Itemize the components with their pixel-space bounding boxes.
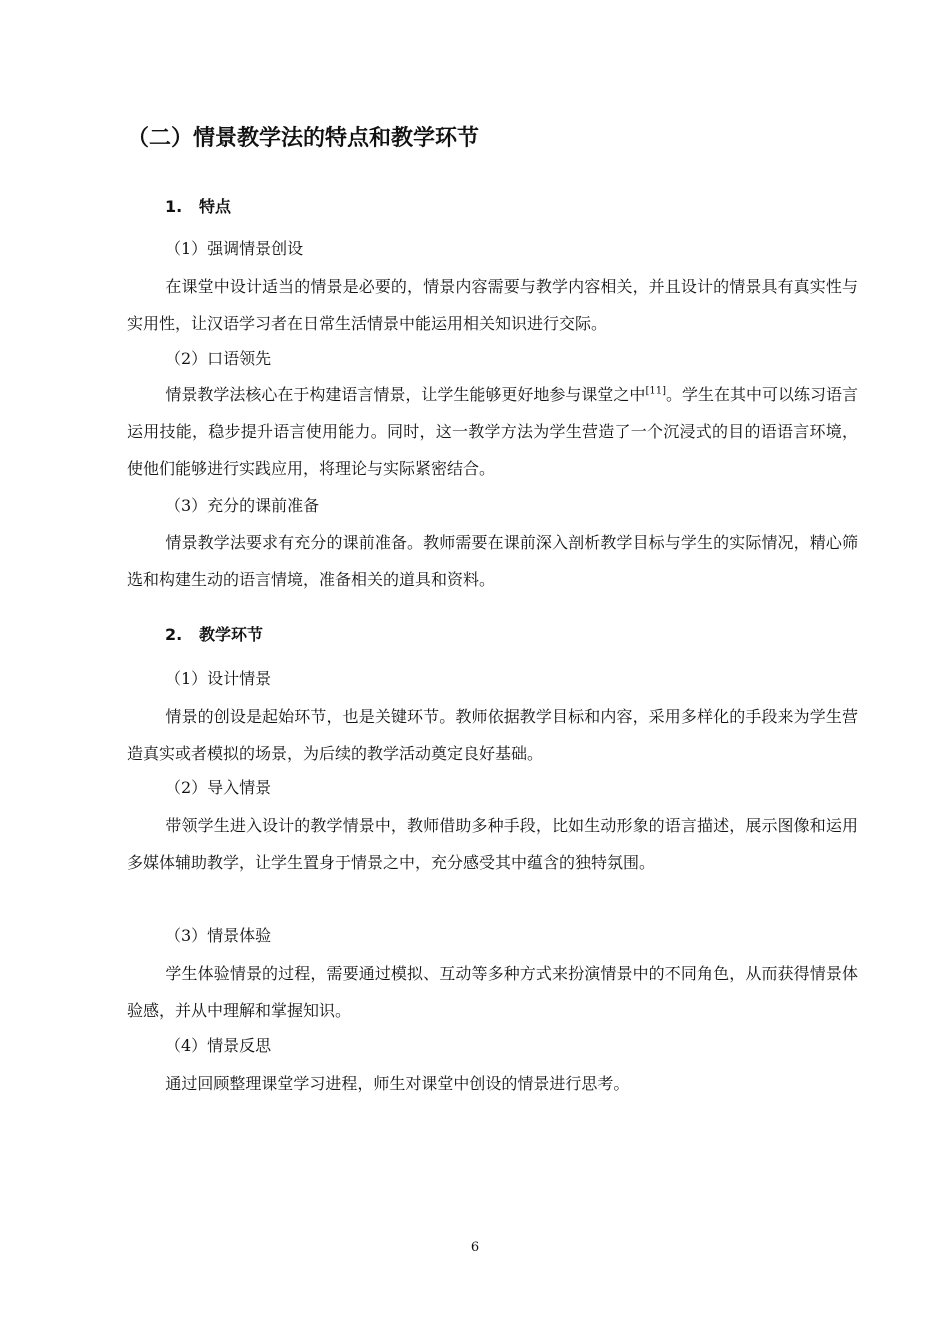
paragraph-text: 。学生在其中可以练习语言运用技能，稳步提升语言使用能力。同时，这一教学方法为学生营造了一个沉浸式的目的语语言环境，使他们能够进行实践应用，将理论与实际紧密结合。 (127, 385, 858, 478)
paragraph: 情景的创设是起始环节，也是关键环节。教师依据教学目标和内容，采用多样化的手段来为学生营造真实或者模拟的场景，为后续的教学活动奠定良好基础。 (127, 707, 858, 763)
paragraph-with-citation (127, 376, 858, 487)
subsection-heading-teaching-steps (165, 622, 263, 648)
item-label: （1）强调情景创设 (165, 239, 304, 258)
item-label: （1）设计情景 (165, 669, 272, 688)
item-label: （3）情景体验 (165, 926, 272, 945)
paragraph: 在课堂中设计适当的情景是必要的，情景内容需要与教学内容相关，并且设计的情景具有真实性与实用性，让汉语学习者在日常生活情景中能运用相关知识进行交际。 (127, 277, 858, 333)
citation-marker: [11] (645, 385, 666, 397)
subsection-number: 2. (165, 625, 183, 644)
subsection-title: 特点 (199, 197, 232, 216)
item-label: （2）口语领先 (165, 349, 272, 368)
page-number: 6 (470, 1240, 480, 1255)
subsection-heading-features (165, 194, 231, 220)
paragraph-text: 情景教学法核心在于构建语言情景，让学生能够更好地参与课堂之中 (165, 385, 646, 404)
paragraph: 学生体验情景的过程，需要通过模拟、互动等多种方式来扮演情景中的不同角色，从而获得情景体验感，并从中理解和掌握知识。 (127, 964, 858, 1020)
paragraph: 通过回顾整理课堂学习进程，师生对课堂中创设的情景进行思考。 (165, 1074, 630, 1093)
subsection-number: 1. (165, 197, 183, 216)
item-label: （4）情景反思 (165, 1036, 272, 1055)
item-label: （3）充分的课前准备 (165, 496, 320, 515)
paragraph: 情景教学法要求有充分的课前准备。教师需要在课前深入剖析教学目标与学生的实际情况，精心筛选和构建生动的语言情境，准备相关的道具和资料。 (127, 533, 858, 589)
section-title: （二）情景教学法的特点和教学环节 (127, 126, 480, 151)
paragraph: 带领学生进入设计的教学情景中，教师借助多种手段，比如生动形象的语言描述，展示图像和运用多媒体辅助教学，让学生置身于情景之中，充分感受其中蕴含的独特氛围。 (127, 816, 858, 872)
item-label: （2）导入情景 (165, 778, 272, 797)
subsection-title: 教学环节 (199, 625, 264, 644)
